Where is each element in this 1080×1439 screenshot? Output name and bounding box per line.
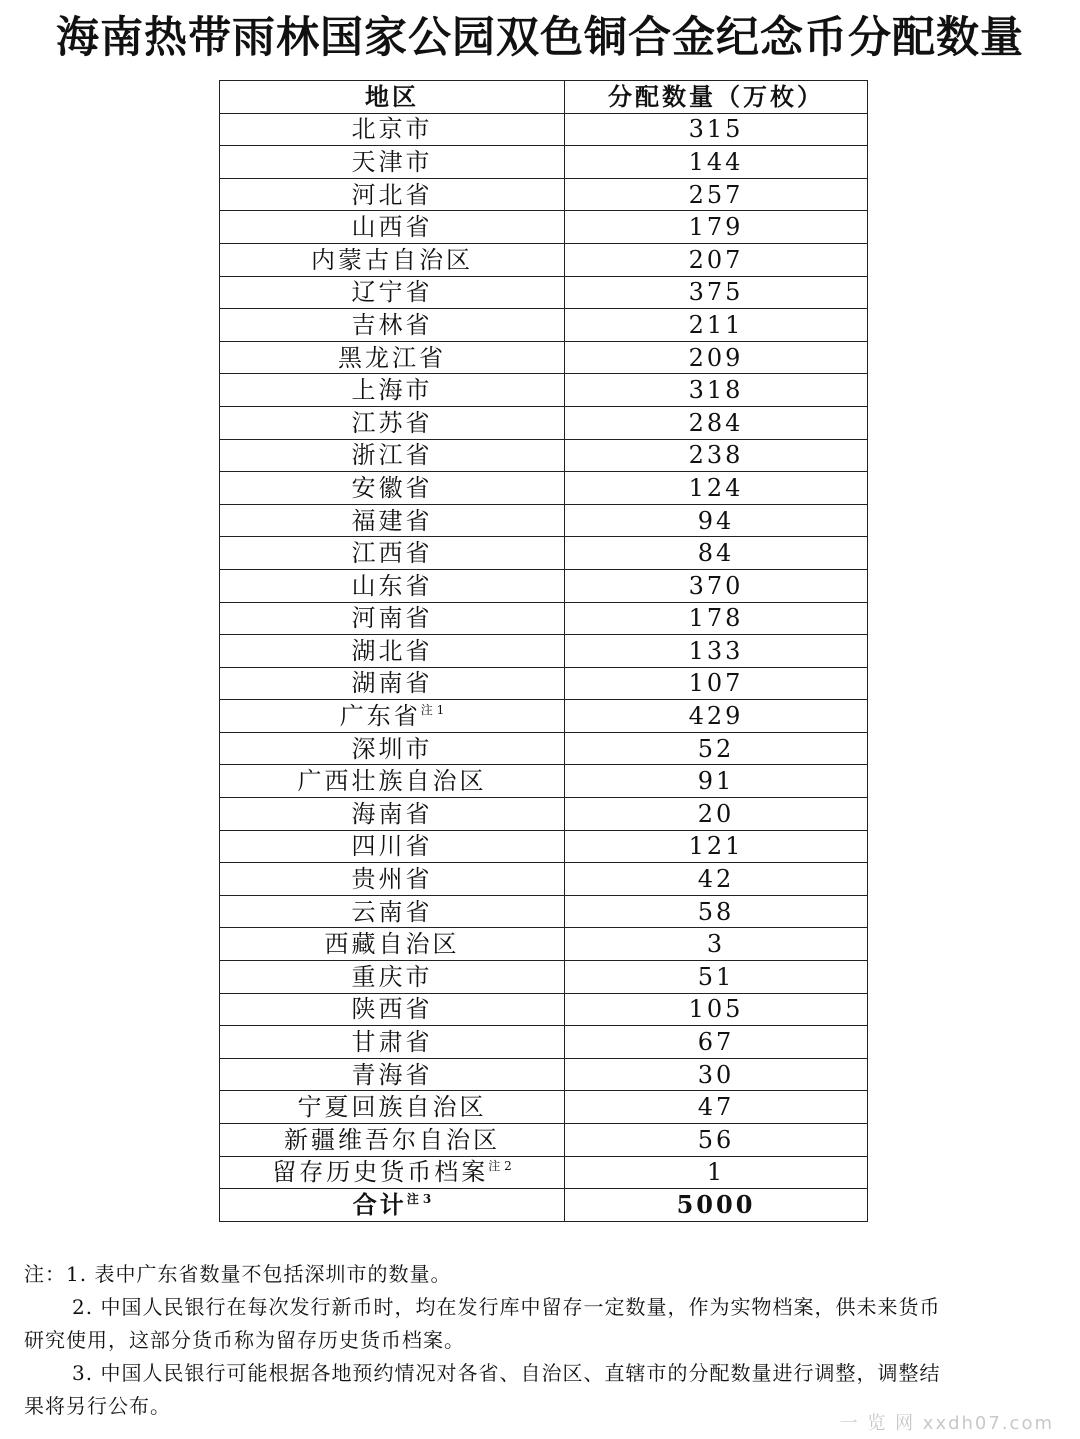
region-cell — [220, 1026, 565, 1059]
quantity-cell: 56 — [565, 1124, 868, 1157]
region-name: 湖北省 — [351, 636, 433, 665]
region-cell — [220, 309, 565, 342]
region-name: 新疆维吾尔自治区 — [284, 1125, 500, 1154]
table-row — [220, 1156, 868, 1189]
quantity-cell: 1 — [565, 1156, 868, 1189]
quantity-cell: 209 — [565, 341, 868, 374]
table-row — [220, 863, 868, 896]
region-cell — [220, 406, 565, 439]
quantity-cell: 67 — [565, 1026, 868, 1059]
region-cell — [220, 602, 565, 635]
region-name: 广东省 — [339, 702, 421, 731]
region-cell — [220, 211, 565, 244]
table-row — [220, 1026, 868, 1059]
quantity-cell: 42 — [565, 863, 868, 896]
quantity-cell: 318 — [565, 374, 868, 407]
table-row — [220, 667, 868, 700]
header-quantity: 分配数量（万枚） — [565, 81, 868, 114]
table-row — [220, 276, 868, 309]
region-name: 青海省 — [351, 1060, 433, 1089]
footnotes — [24, 1258, 1064, 1423]
region-name: 辽宁省 — [351, 278, 433, 307]
region-name: 上海市 — [351, 376, 433, 405]
region-name: 江西省 — [351, 539, 433, 568]
table-row — [220, 798, 868, 831]
footnote-2-cont: 研究使用，这部分货币称为留存历史货币档案。 — [24, 1328, 465, 1352]
region-cell — [220, 765, 565, 798]
quantity-cell: 51 — [565, 961, 868, 994]
quantity-cell: 84 — [565, 537, 868, 570]
quantity-cell: 211 — [565, 309, 868, 342]
region-cell — [220, 537, 565, 570]
region-cell — [220, 1091, 565, 1124]
region-cell — [220, 961, 565, 994]
region-cell — [220, 439, 565, 472]
region-name: 深圳市 — [351, 734, 433, 763]
total-row — [220, 1189, 868, 1222]
quantity-cell: 30 — [565, 1058, 868, 1091]
region-cell — [220, 113, 565, 146]
footnote-marker: 注 2 — [488, 1159, 512, 1174]
region-cell — [220, 146, 565, 179]
table-row — [220, 439, 868, 472]
table-row — [220, 146, 868, 179]
quantity-cell: 284 — [565, 406, 868, 439]
region-cell — [220, 732, 565, 765]
quantity-cell: 179 — [565, 211, 868, 244]
table-row — [220, 374, 868, 407]
region-cell — [220, 1124, 565, 1157]
region-name: 陕西省 — [351, 995, 433, 1024]
quantity-cell: 238 — [565, 439, 868, 472]
table-row — [220, 830, 868, 863]
region-cell — [220, 276, 565, 309]
region-cell — [220, 1189, 565, 1222]
quantity-cell: 121 — [565, 830, 868, 863]
table-row — [220, 635, 868, 668]
table-row — [220, 1124, 868, 1157]
region-cell — [220, 1156, 565, 1189]
quantity-cell: 375 — [565, 276, 868, 309]
table-row — [220, 928, 868, 961]
region-cell — [220, 341, 565, 374]
region-cell — [220, 928, 565, 961]
region-cell — [220, 700, 565, 733]
region-cell — [220, 993, 565, 1026]
quantity-cell: 133 — [565, 635, 868, 668]
table-row — [220, 961, 868, 994]
footnote-3-cont: 果将另行公布。 — [24, 1394, 171, 1418]
page-title: 海南热带雨林国家公园双色铜合金纪念币分配数量 — [56, 13, 1024, 63]
table-row — [220, 732, 868, 765]
footnote-marker: 注 1 — [420, 703, 445, 718]
region-cell — [220, 895, 565, 928]
table-header-row — [220, 81, 868, 114]
watermark: 一 览 网 xxdh07.com — [839, 1413, 1054, 1434]
region-cell — [220, 243, 565, 276]
region-name: 山西省 — [351, 213, 433, 242]
quantity-cell: 20 — [565, 798, 868, 831]
region-name: 河南省 — [351, 604, 433, 633]
table-row — [220, 569, 868, 602]
region-name: 河北省 — [351, 180, 433, 209]
table-row — [220, 895, 868, 928]
table-row — [220, 765, 868, 798]
region-cell — [220, 569, 565, 602]
region-name: 贵州省 — [351, 865, 433, 894]
quantity-cell: 52 — [565, 732, 868, 765]
quantity-cell: 91 — [565, 765, 868, 798]
table-row — [220, 341, 868, 374]
table-row — [220, 309, 868, 342]
region-name: 四川省 — [351, 832, 433, 861]
region-name: 山东省 — [351, 571, 433, 600]
region-name: 广西壮族自治区 — [297, 767, 487, 796]
region-name: 浙江省 — [351, 441, 433, 470]
region-name: 合计 — [352, 1189, 407, 1219]
region-cell — [220, 830, 565, 863]
region-name: 安徽省 — [351, 473, 433, 502]
table-row — [220, 406, 868, 439]
region-name: 宁夏回族自治区 — [297, 1093, 487, 1122]
table-row — [220, 113, 868, 146]
quantity-cell: 370 — [565, 569, 868, 602]
region-name: 海南省 — [351, 799, 433, 828]
region-name: 甘肃省 — [351, 1028, 433, 1057]
quantity-cell: 257 — [565, 178, 868, 211]
region-cell — [220, 1058, 565, 1091]
footnote-marker: 注 3 — [406, 1191, 432, 1206]
table-row — [220, 1058, 868, 1091]
header-region: 地区 — [220, 81, 565, 114]
table-row — [220, 211, 868, 244]
table-row — [220, 472, 868, 505]
quantity-cell: 94 — [565, 504, 868, 537]
table-row — [220, 602, 868, 635]
footnote-2: 2. 中国人民银行在每次发行新币时，均在发行库中留存一定数量，作为实物档案，供未来货币 — [72, 1295, 941, 1319]
quantity-cell: 207 — [565, 243, 868, 276]
quantity-cell: 144 — [565, 146, 868, 179]
table-row — [220, 243, 868, 276]
region-cell — [220, 374, 565, 407]
region-name: 吉林省 — [351, 310, 433, 339]
region-name: 天津市 — [351, 147, 433, 176]
footnote-prefix: 注： — [24, 1262, 66, 1286]
quantity-cell: 178 — [565, 602, 868, 635]
quantity-cell: 58 — [565, 895, 868, 928]
region-name: 西藏自治区 — [324, 930, 460, 959]
quantity-cell: 3 — [565, 928, 868, 961]
region-name: 云南省 — [351, 897, 433, 926]
table-row — [220, 504, 868, 537]
table-row — [220, 993, 868, 1026]
region-name: 北京市 — [351, 115, 433, 144]
region-cell — [220, 472, 565, 505]
quantity-cell: 105 — [565, 993, 868, 1026]
table-row — [220, 700, 868, 733]
region-name: 重庆市 — [351, 962, 433, 991]
footnote-3: 3. 中国人民银行可能根据各地预约情况对各省、自治区、直辖市的分配数量进行调整，调整结 — [72, 1361, 941, 1385]
quantity-cell: 47 — [565, 1091, 868, 1124]
allocation-table — [219, 80, 868, 1222]
region-name: 江苏省 — [351, 408, 433, 437]
region-name: 黑龙江省 — [338, 343, 446, 372]
region-cell — [220, 667, 565, 700]
region-name: 留存历史货币档案 — [272, 1158, 489, 1187]
region-cell — [220, 863, 565, 896]
region-name: 内蒙古自治区 — [311, 245, 473, 274]
table-row — [220, 537, 868, 570]
quantity-cell: 5000 — [565, 1189, 868, 1222]
quantity-cell: 429 — [565, 700, 868, 733]
quantity-cell: 124 — [565, 472, 868, 505]
footnote-1: 注：1. 表中广东省数量不包括深圳市的数量。 — [24, 1262, 452, 1286]
region-name: 湖南省 — [351, 669, 433, 698]
region-cell — [220, 798, 565, 831]
quantity-cell: 107 — [565, 667, 868, 700]
table-row — [220, 1091, 868, 1124]
region-cell — [220, 504, 565, 537]
region-name: 福建省 — [351, 506, 433, 535]
table-row — [220, 178, 868, 211]
quantity-cell: 315 — [565, 113, 868, 146]
region-cell — [220, 635, 565, 668]
region-cell — [220, 178, 565, 211]
